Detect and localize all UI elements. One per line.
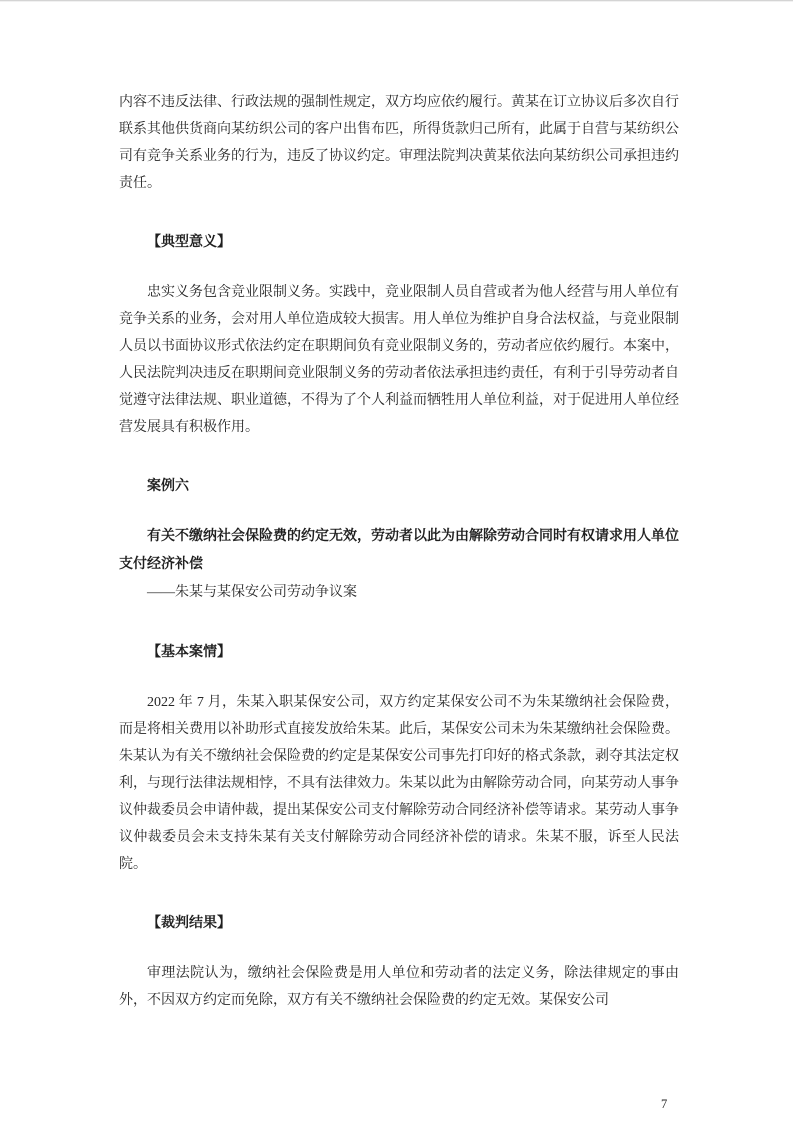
paragraph-facts: 2022 年 7 月，朱某入职某保安公司，双方约定某保安公司不为朱某缴纳社会保险费，而是将相关费用以补助形式直接发放给朱某。此后，某保安公司未为朱某缴纳社会保险费。朱某认为有关不缴纳社会保险费的约定是某保安公司事先打印好的格式条款，剥夺其法定权利，与现行法律法规相悖，不具有法律效力。朱某以此为由解除劳动合同，向某劳动人事争议仲裁委员会申请仲裁，提出某保安公司支付解除劳动合同经济补偿等请求。某劳动人事争议仲裁委员会未支持朱某有关支付解除劳动合同经济补偿的请求。朱某不服，诉至人民法院。 (119, 695, 679, 872)
paragraph-continuation: 内容不违反法律、行政法规的强制性规定，双方均应依约履行。黄某在订立协议后多次自行联系其他供货商向某纺织公司的客户出售布匹，所得货款归己所有，此属于自营与某纺织公司有竞争关系业务的行为，违反了协议约定。审理法院判决黄某依法向某纺织公司承担违约责任。 (119, 95, 679, 191)
case-title: 有关不缴纳社会保险费的约定无效，劳动者以此为由解除劳动合同时有权请求用人单位支付经济补偿 (119, 529, 679, 572)
section-heading-facts: 【基本案情】 (147, 645, 231, 660)
paragraph-significance: 忠实义务包含竞业限制义务。实践中，竞业限制人员自营或者为他人经营与用人单位有竞争关系的业务，会对用人单位造成较大损害。用人单位为维护自身合法权益，与竞业限制人员以书面协议形式依法约定在职期间负有竞业限制义务的，劳动者应依约履行。本案中，人民法院判决违反在职期间竞业限制义务的劳动者依法承担违约责任，有利于引导劳动者自觉遵守法律法规、职业道德，不得为了个人利益而牺牲用人单位利益，对于促进用人单位经营发展具有积极作用。 (119, 285, 679, 435)
section-heading-judgment: 【裁判结果】 (147, 916, 231, 931)
section-heading-significance: 【典型意义】 (147, 235, 231, 250)
paragraph-judgment: 审理法院认为，缴纳社会保险费是用人单位和劳动者的法定义务，除法律规定的事由外，不因双方约定而免除，双方有关不缴纳社会保险费的约定无效。某保安公司 (119, 966, 679, 1008)
scan-edge-artifact (0, 0, 793, 2)
page-number: 7 (661, 1097, 668, 1111)
case-number-heading: 案例六 (147, 479, 189, 494)
document-page-content (119, 89, 679, 1014)
case-subtitle: ——朱某与某保安公司劳动争议案 (147, 585, 357, 600)
